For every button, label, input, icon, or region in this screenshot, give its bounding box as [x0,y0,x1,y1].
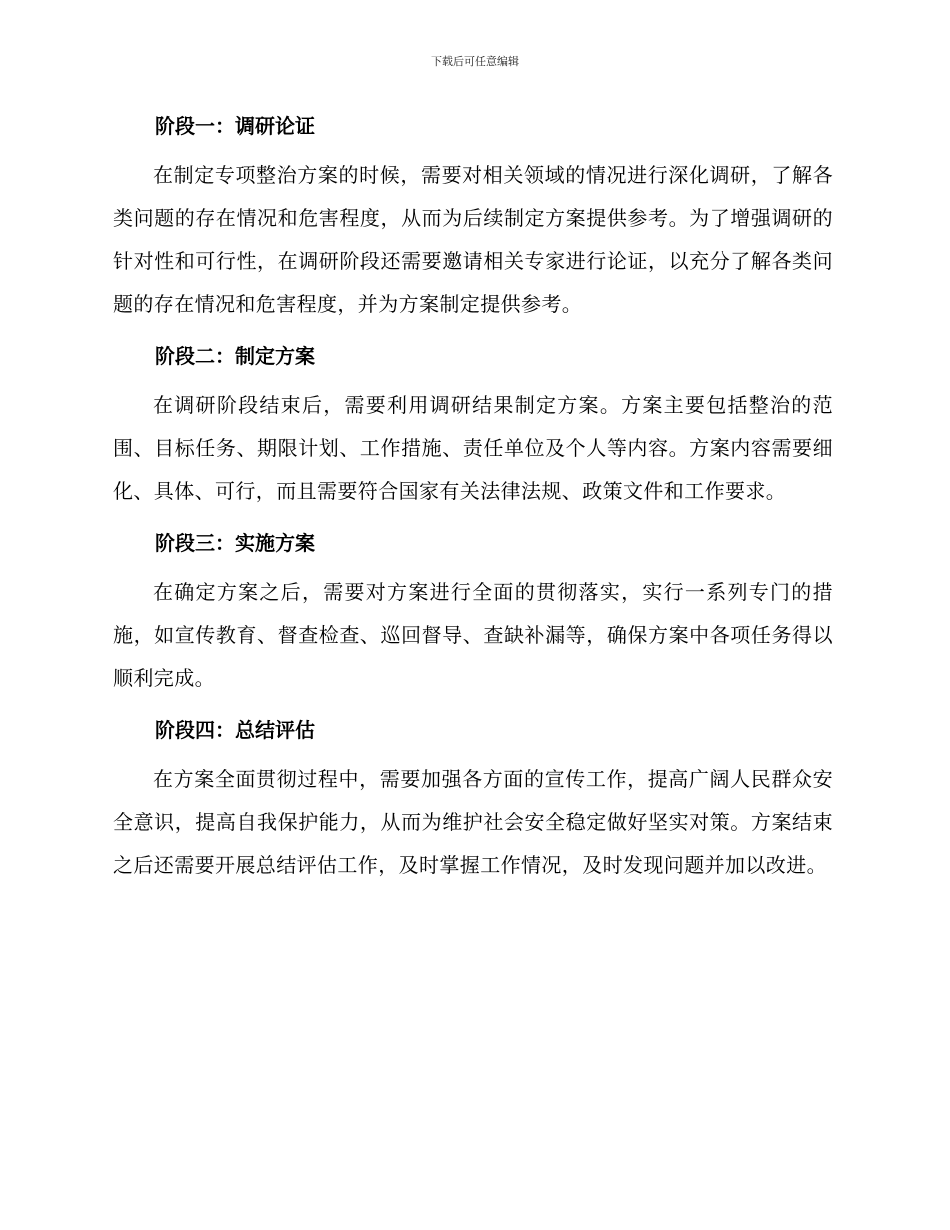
section-heading-1: 阶段一：调研论证 [155,114,315,138]
document-content [113,104,833,895]
section-body-4: 在方案全面贯彻过程中，需要加强各方面的宣传工作，提高广阔人民群众安全意识，提高自我保护能力，从而为维护社会安全稳定做好坚实对策。方案结束之后还需要开展总结评估工作，及时掌握工作情况，及时发现问题并加以改进。 [113,767,833,877]
section-heading-4: 阶段四：总结评估 [155,718,315,742]
header-note: 下载后可任意编辑 [431,55,519,68]
section-heading-2: 阶段二：制定方案 [155,344,315,368]
section-body-2: 在调研阶段结束后，需要利用调研结果制定方案。方案主要包括整治的范围、目标任务、期限计划、工作措施、责任单位及个人等内容。方案内容需要细化、具体、可行，而且需要符合国家有关法律法规、政策文件和工作要求。 [113,393,833,503]
section-heading-3: 阶段三：实施方案 [155,531,315,555]
section-body-1: 在制定专项整治方案的时候，需要对相关领域的情况进行深化调研，了解各类问题的存在情况和危害程度，从而为后续制定方案提供参考。为了增强调研的针对性和可行性，在调研阶段还需要邀请相关专家进行论证，以充分了解各类问题的存在情况和危害程度，并为方案制定提供参考。 [113,163,833,316]
section-body-3: 在确定方案之后，需要对方案进行全面的贯彻落实，实行一系列专门的措施，如宣传教育、督查检查、巡回督导、查缺补漏等，确保方案中各项任务得以顺利完成。 [113,580,833,690]
